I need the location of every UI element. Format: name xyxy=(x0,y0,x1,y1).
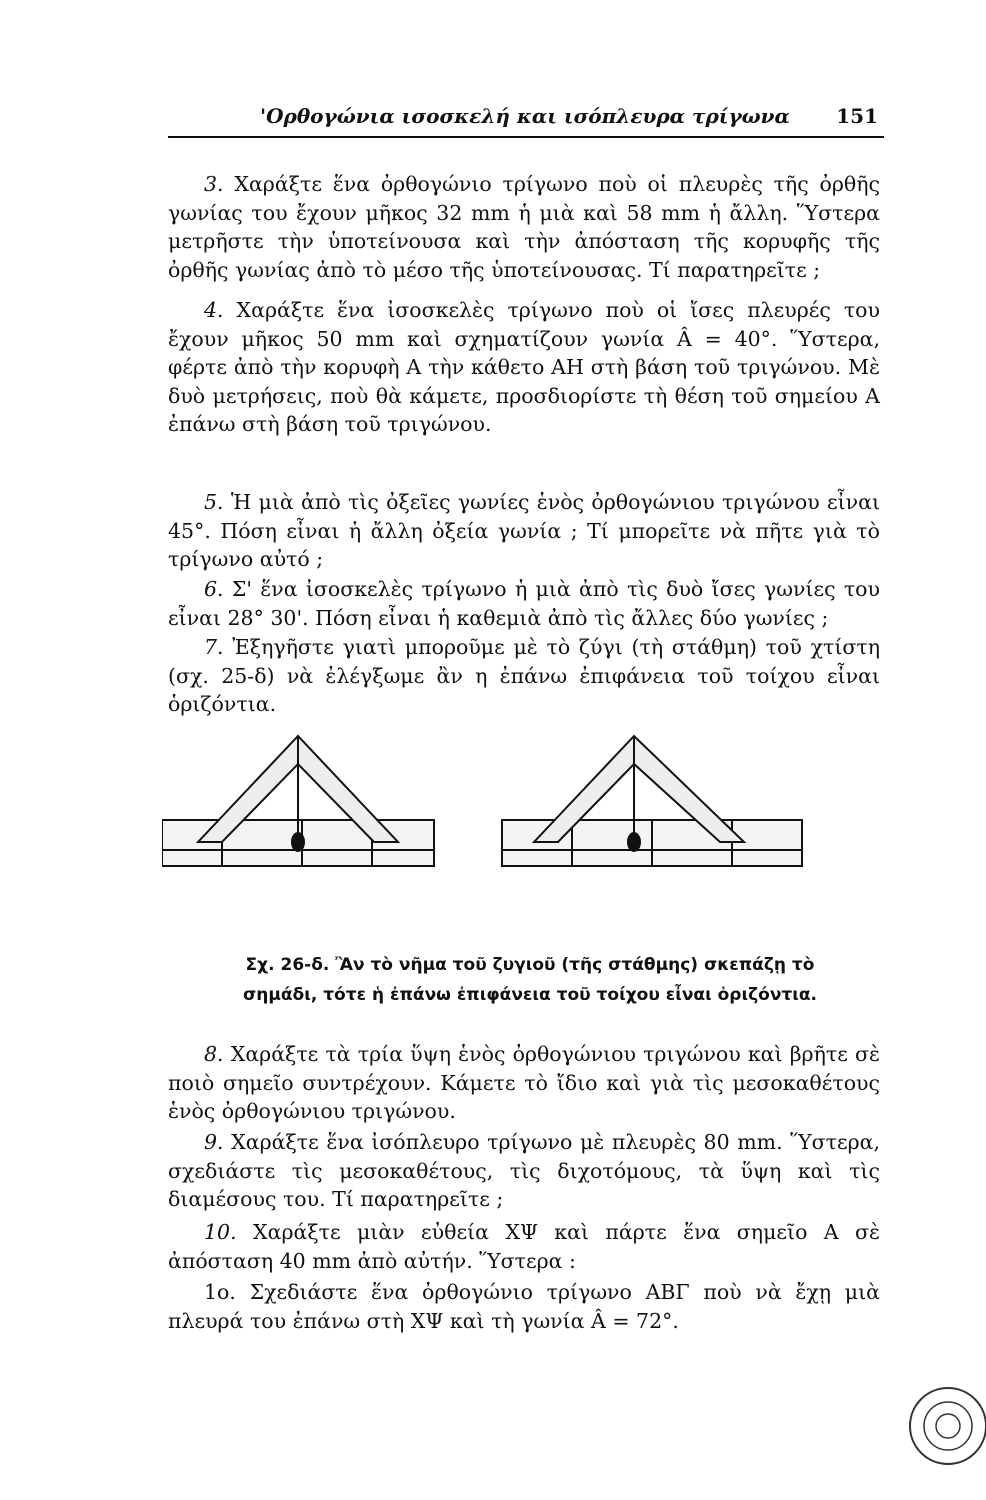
mason-level-figure xyxy=(162,730,852,930)
exercise-text: Σ' ἕνα ἰσοσκελὲς τρίγωνο ἡ μιὰ ἀπὸ τὶς δυὸ ἴσες γωνίες του εἶναι 28° 30'. Πόση εἶναι ἡ καθεμιὰ ἀπὸ τὶς ἄλλες δύο γωνίες ; xyxy=(168,577,880,630)
exercise-number: 8. xyxy=(204,1042,224,1066)
level-right xyxy=(502,736,802,866)
exercise-text: Χαράξτε τὰ τρία ὕψη ἑνὸς ὀρθογώνιου τριγώνου καὶ βρῆτε σὲ ποιὸ σημεῖο συντρέχουν. Κάμετε τὸ ἴδιο καὶ γιὰ τὶς μεσοκαθέτους ἑνὸς ὀρθογώνιου τριγώνου. xyxy=(168,1042,880,1123)
chapter-title: 'Ορθογώνια ισοσκελή και ισόπλευρα τρίγωνα xyxy=(260,104,790,128)
exercise-number: 9. xyxy=(204,1130,224,1154)
exercise-5 xyxy=(168,488,880,574)
exercise-number: 6. xyxy=(204,577,224,601)
running-header xyxy=(168,104,884,138)
exercise-number: 5. xyxy=(204,490,224,514)
exercise-text: Σχεδιάστε ἕνα ὀρθογώνιο τρίγωνο ΑΒΓ ποὺ νὰ ἔχῃ μιὰ πλευρά του ἐπάνω στὴ ΧΨ καὶ τὴ γωνία Â = 72°. xyxy=(168,1280,880,1333)
exercise-3 xyxy=(168,170,880,284)
exercise-text: Ἐξηγῆστε γιατὶ μποροῦμε μὲ τὸ ζύγι (τὴ στάθμη) τοῦ χτίστη (σχ. 25-δ) νὰ ἐλέγξωμε ἂν η ἐπάνω ἐπιφάνεια τοῦ τοίχου εἶναι ὁριζόντια. xyxy=(168,635,880,716)
exercise-text: Χαράξτε μιὰν εὐθεία ΧΨ καὶ πάρτε ἕνα σημεῖο Α σὲ ἀπόσταση 40 mm ἀπὸ αὐτήν. Ὕστερα : xyxy=(168,1220,880,1273)
exercise-6 xyxy=(168,575,880,632)
exercise-10-part-1 xyxy=(168,1278,880,1335)
exercise-4 xyxy=(168,296,880,439)
exercise-10 xyxy=(168,1218,880,1275)
figure-caption: Σχ. 26-δ. Ἂν τὸ νῆμα τοῦ ζυγιοῦ (τῆς στάθμης) σκεπάζῃ τὸ σημάδι, τότε ἡ ἐπάνω ἐπιφάνεια τοῦ τοίχου εἶναι ὁριζόντια. xyxy=(242,955,818,1005)
exercise-number: 1ο. xyxy=(204,1280,236,1304)
exercise-text: Χαράξτε ἕνα ἰσόπλευρο τρίγωνο μὲ πλευρὲς 80 mm. Ὕστερα, σχεδιάστε τὶς μεσοκαθέτους, τὶς διχοτόμους, τὰ ὕψη καὶ τὶς διαμέσους του. Τί παρατηρεῖτε ; xyxy=(168,1130,880,1211)
exercise-number: 4. xyxy=(204,298,224,322)
exercise-8 xyxy=(168,1040,880,1126)
exercise-number: 7. xyxy=(204,635,224,659)
foundation-stamp-icon xyxy=(906,1384,986,1468)
exercise-7 xyxy=(168,633,880,719)
exercise-text: Χαράξτε ἕνα ὀρθογώνιο τρίγωνο ποὺ οἱ πλευρὲς τῆς ὀρθῆς γωνίας του ἔχουν μῆκος 32 mm ἡ μιὰ καὶ 58 mm ἡ ἄλλη. Ὕστερα μετρῆστε τὴν ὑποτείνουσα καὶ τὴν ἀπόσταση τῆς κορυφῆς τῆς ὀρθῆς γωνίας ἀπὸ τὸ μέσο τῆς ὑποτείνουσας. Τί παρατηρεῖτε ; xyxy=(168,172,880,282)
exercise-number: 10. xyxy=(204,1220,237,1244)
page-number: 151 xyxy=(836,104,878,128)
exercise-9 xyxy=(168,1128,880,1214)
level-left xyxy=(162,736,434,866)
exercise-number: 3. xyxy=(204,172,224,196)
exercise-text: Χαράξτε ἕνα ἰσοσκελὲς τρίγωνο ποὺ οἱ ἴσες πλευρές του ἔχουν μῆκος 50 mm καὶ σχηματίζουν γωνία Â = 40°. Ὕστερα, φέρτε ἀπὸ τὴν κορυφὴ Α τὴν κάθετο ΑΗ στὴ βάση τοῦ τριγώνου. Μὲ δυὸ μετρήσεις, ποὺ θὰ κάμετε, προσδιορίστε τὴ θέση τοῦ σημείου Α ἐπάνω στὴ βάση τοῦ τριγώνου. xyxy=(168,298,880,436)
exercise-text: Ἡ μιὰ ἀπὸ τὶς ὀξεῖες γωνίες ἑνὸς ὀρθογώνιου τριγώνου εἶναι 45°. Πόση εἶναι ἡ ἄλλη ὀξεία γωνία ; Τί μπορεῖτε νὰ πῆτε γιὰ τὸ τρίγωνο αὐτό ; xyxy=(168,490,880,571)
